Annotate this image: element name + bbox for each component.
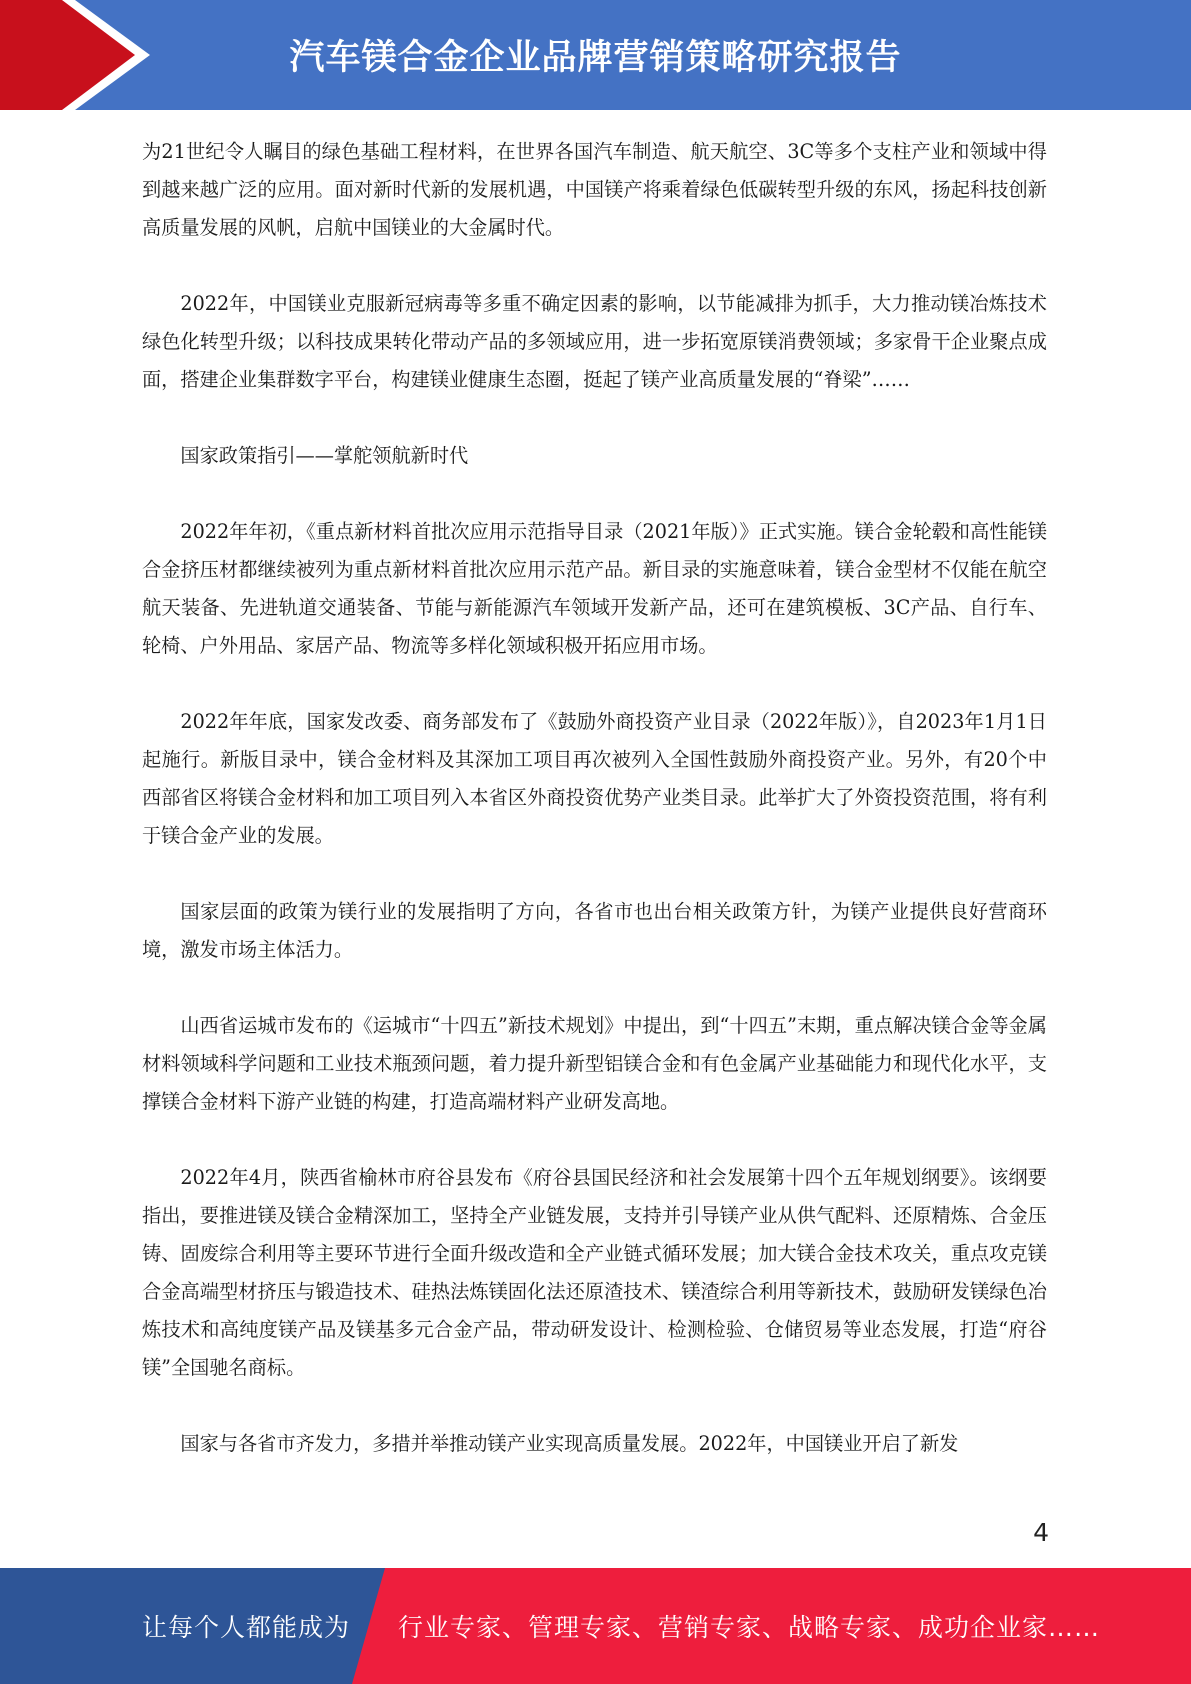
page-number: 4 <box>1033 1518 1049 1547</box>
paragraph: 山西省运城市发布的《运城市“十四五”新技术规划》中提出，到“十四五”末期，重点解决镁合金等金属材料领域科学问题和工业技术瓶颈问题，着力提升新型铝镁合金和有色金属产业基础能力和现代化水平，支撑镁合金材料下游产业链的构建，打造高端材料产业研发高地。 <box>142 1014 1047 1113</box>
page-footer <box>0 1568 1191 1684</box>
header-chevron-decoration <box>0 0 160 110</box>
paragraph: 国家层面的政策为镁行业的发展指明了方向，各省市也出台相关政策方针，为镁产业提供良好营商环境，激发市场主体活力。 <box>142 900 1047 961</box>
chevron-red-shape <box>0 0 135 110</box>
paragraph: 为21世纪令人瞩目的绿色基础工程材料，在世界各国汽车制造、航天航空、3C等多个支柱产业和领域中得到越来越广泛的应用。面对新时代新的发展机遇，中国镁产将乘着绿色低碳转型升级的东风，扬起科技创新高质量发展的风帆，启航中国镁业的大金属时代。 <box>142 140 1047 239</box>
article-body <box>142 133 1047 1463</box>
section-heading: 国家政策指引——掌舵领航新时代 <box>180 444 469 467</box>
footer-slogan-left: 让每个人都能成为 <box>142 1613 351 1642</box>
paragraph: 2022年，中国镁业克服新冠病毒等多重不确定因素的影响，以节能减排为抓手，大力推动镁冶炼技术绿色化转型升级；以科技成果转化带动产品的多领域应用，进一步拓宽原镁消费领域；多家骨干企业聚点成面，搭建企业集群数字平台，构建镁业健康生态圈，挺起了镁产业高质量发展的“脊梁”…… <box>142 292 1047 391</box>
report-title: 汽车镁合金企业品牌营销策略研究报告 <box>289 38 902 78</box>
paragraph: 2022年年初，《重点新材料首批次应用示范指导目录（2021年版）》正式实施。镁合金轮毂和高性能镁合金挤压材都继续被列为重点新材料首批次应用示范产品。新目录的实施意味着，镁合金型材不仅能在航空航天装备、先进轨道交通装备、节能与新能源汽车领域开发新产品，还可在建筑模板、3C产品、自行车、轮椅、户外用品、家居产品、物流等多样化领域积极开拓应用市场。 <box>142 520 1047 657</box>
footer-slogan-right: 行业专家、管理专家、营销专家、战略专家、成功企业家…… <box>398 1613 1101 1642</box>
paragraph: 国家与各省市齐发力，多措并举推动镁产业实现高质量发展。2022年，中国镁业开启了新发 <box>180 1432 959 1455</box>
page-header <box>0 0 1191 110</box>
paragraph: 2022年年底，国家发改委、商务部发布了《鼓励外商投资产业目录（2022年版）》，自2023年1月1日起施行。新版目录中，镁合金材料及其深加工项目再次被列入全国性鼓励外商投资产业。另外，有20个中西部省区将镁合金材料和加工项目列入本省区外商投资优势产业类目录。此举扩大了外资投资范围，将有利于镁合金产业的发展。 <box>142 710 1047 847</box>
paragraph: 2022年4月，陕西省榆林市府谷县发布《府谷县国民经济和社会发展第十四个五年规划纲要》。该纲要指出，要推进镁及镁合金精深加工，坚持全产业链发展，支持并引导镁产业从供气配料、还原精炼、合金压铸、固废综合利用等主要环节进行全面升级改造和全产业链式循环发展；加大镁合金技术攻关，重点攻克镁合金高端型材挤压与锻造技术、硅热法炼镁固化法还原渣技术、镁渣综合利用等新技术，鼓励研发镁绿色冶炼技术和高纯度镁产品及镁基多元合金产品，带动研发设计、检测检验、仓储贸易等业态发展，打造“府谷镁”全国驰名商标。 <box>142 1166 1047 1379</box>
